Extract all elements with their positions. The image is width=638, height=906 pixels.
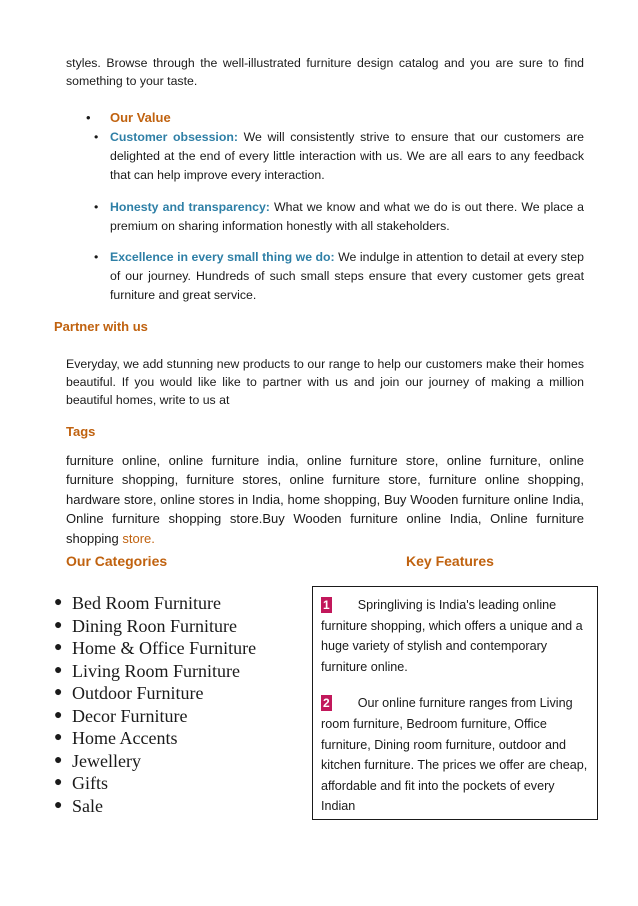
category-item[interactable]: ● Home Accents xyxy=(54,728,178,748)
intro-paragraph: styles. Browse through the well-illustrated furniture design catalog and you are sure to find something to your taste. xyxy=(66,56,584,88)
value-item-text: What we know and what we do is out there. We place a premium on sharing information honestly with all stakeholders. xyxy=(110,200,585,233)
key-features-box xyxy=(312,586,598,820)
value-item-text: We indulge in attention to detail at every step of our journey. Hundreds of such small steps ensure that every customer gets great furniture and great service. xyxy=(110,250,584,302)
feature-text: Springliving is India's leading online furniture shopping, which offers a unique and a huge variety of stylish and contemporary furniture online. xyxy=(321,598,583,674)
partner-heading: Partner with us xyxy=(54,319,148,334)
value-item-key: Customer obsession: xyxy=(110,130,238,144)
category-item[interactable]: ● Bed Room Furniture xyxy=(54,593,221,613)
key-feature-item xyxy=(313,677,597,817)
tags-paragraph: furniture online, online furniture india, online furniture store, online furniture, online furniture shopping, furniture stores, online furniture store, furniture online shopping, hardware store, online stores in India, home shopping, Buy Wooden furniture online India, Online furniture shopping store.Buy Wooden furniture online India, Online furniture shopping store. xyxy=(66,453,584,546)
bullet-icon: ● xyxy=(54,617,63,633)
bullet-icon: • xyxy=(94,250,99,264)
bullet-icon: • xyxy=(94,130,99,144)
bullet-icon: ● xyxy=(54,707,63,723)
value-item-key: Excellence in every small thing we do: xyxy=(110,250,335,264)
category-item[interactable]: ● Jewellery xyxy=(54,750,141,771)
bullet-icon: ● xyxy=(54,797,63,813)
value-item-excellence xyxy=(94,248,584,305)
value-item-customer-obsession xyxy=(94,128,584,185)
category-item[interactable]: ● Home & Office Furniture xyxy=(54,638,257,658)
value-item-honesty xyxy=(94,198,584,236)
categories-list xyxy=(54,592,256,817)
category-item[interactable]: ● Decor Furniture xyxy=(54,705,188,726)
feature-text: Our online furniture ranges from Living room furniture, Bedroom furniture, Office furniture, Dining room furniture, outdoor and kitchen furniture. The prices we offer are cheap, affordable and fit into the pockets of every Indian xyxy=(321,696,588,814)
bullet-icon: ● xyxy=(54,662,63,678)
key-feature-item xyxy=(313,587,597,677)
feature-number-badge: 2 xyxy=(323,696,330,711)
category-item[interactable]: ● Living Room Furniture xyxy=(54,660,240,681)
bullet-icon: ● xyxy=(54,640,63,655)
category-item[interactable]: ● Gifts xyxy=(54,773,108,793)
partner-paragraph: Everyday, we add stunning new products to our range to help our customers make their homes beautiful. If you would like like to partner with us and join our journey of making a million beautiful homes, write to us at xyxy=(66,357,584,407)
categories-heading: Our Categories xyxy=(66,553,168,569)
value-item-key: Honesty and transparency: xyxy=(110,200,270,214)
feature-number-badge: 1 xyxy=(323,598,330,612)
bullet-icon: ● xyxy=(54,595,63,610)
our-value-heading: • Our Value xyxy=(86,110,171,125)
bullet-icon: ● xyxy=(54,685,63,700)
category-item[interactable]: ● Sale xyxy=(54,795,103,816)
bullet-icon: • xyxy=(94,200,99,214)
category-item[interactable]: ● Dining Roon Furniture xyxy=(54,615,237,636)
bullet-icon: ● xyxy=(54,752,63,768)
value-item-text: We will consistently strive to ensure that our customers are delighted at the end of every little interaction with us. We are all ears to any feedback that can help improve every interaction. xyxy=(110,130,585,182)
key-features-heading: Key Features xyxy=(406,553,494,569)
tags-heading: Tags xyxy=(66,424,96,439)
tags-store-link[interactable]: store. xyxy=(122,530,155,546)
category-item[interactable]: ● Outdoor Furniture xyxy=(54,683,204,703)
bullet-icon: • xyxy=(86,110,91,125)
bullet-icon: ● xyxy=(54,775,63,790)
bullet-icon: ● xyxy=(54,730,63,745)
